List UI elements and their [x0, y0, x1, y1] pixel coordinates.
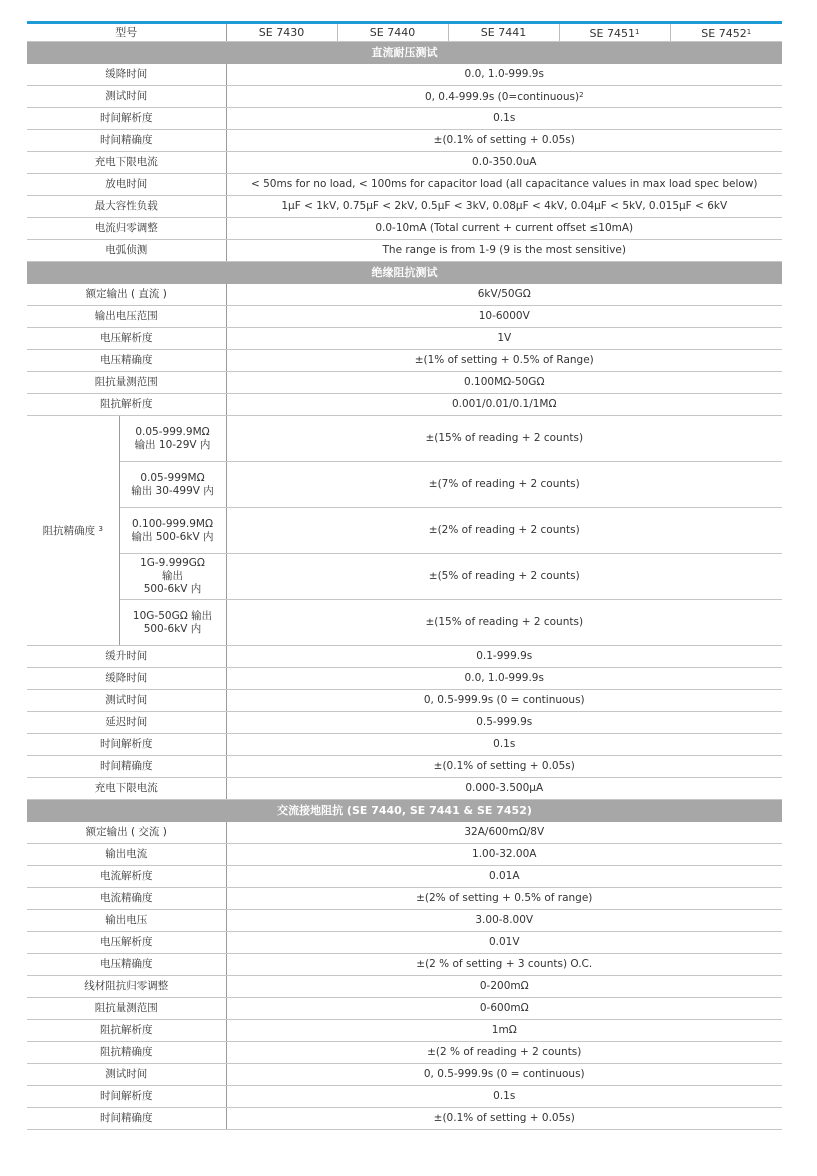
spec-row — [27, 372, 782, 394]
spec-value: 1mΩ — [491, 1024, 517, 1036]
spec-label: 阻抗解析度 — [100, 398, 153, 410]
spec-label: 电压解析度 — [100, 332, 153, 344]
spec-label-cell — [27, 108, 226, 130]
spec-value-cell — [226, 306, 782, 328]
spec-row — [27, 174, 782, 196]
spec-row — [27, 756, 782, 778]
spec-label: 时间解析度 — [100, 1090, 153, 1102]
spec-label: 时间精确度 — [100, 134, 153, 146]
accuracy-range: 10G-50GΩ 输出 500-6kV 内 — [132, 609, 213, 635]
spec-label-cell — [27, 712, 226, 734]
spec-row — [27, 1020, 782, 1042]
accuracy-range: 0.100-999.9MΩ 输出 500-6kV 内 — [131, 517, 214, 543]
spec-value: 32A/600mΩ/8V — [464, 826, 545, 838]
spec-value: ±(1% of setting + 0.5% of Range) — [414, 354, 594, 366]
spec-label-cell — [27, 734, 226, 756]
spec-value-cell — [226, 1042, 782, 1064]
spec-value-cell — [226, 350, 782, 372]
spec-row — [27, 690, 782, 712]
section-header-dc — [27, 42, 782, 64]
spec-label-cell — [27, 756, 226, 778]
spec-value: ±(2% of setting + 0.5% of range) — [416, 892, 593, 904]
spec-footnote: 2 — [579, 91, 584, 99]
spec-row — [27, 306, 782, 328]
spec-row — [27, 844, 782, 866]
spec-value-cell — [226, 1108, 782, 1130]
spec-row — [27, 1064, 782, 1086]
spec-label-cell — [27, 284, 226, 306]
spec-table — [27, 24, 782, 1130]
section-header-gb — [27, 800, 782, 822]
model-label: 型号 — [115, 26, 138, 39]
spec-label-cell — [27, 778, 226, 800]
spec-label: 阻抗解析度 — [100, 1024, 153, 1036]
spec-value: ±(0.1% of setting + 0.05s) — [433, 760, 575, 772]
accuracy-value-cell — [226, 416, 782, 462]
spec-label-cell — [27, 1020, 226, 1042]
spec-value: 0.1-999.9s — [476, 650, 533, 662]
spec-label-cell — [27, 394, 226, 416]
accuracy-row — [27, 508, 782, 554]
spec-label: 充电下限电流 — [94, 156, 158, 168]
model-label-cell — [27, 24, 226, 42]
spec-label: 时间解析度 — [100, 112, 153, 124]
spec-label-cell — [27, 954, 226, 976]
accuracy-label: 阻抗精确度 — [42, 525, 96, 537]
spec-label: 电流精确度 — [100, 892, 153, 904]
accuracy-value: ±(15% of reading + 2 counts) — [425, 616, 584, 628]
spec-row — [27, 350, 782, 372]
spec-value: 0.0-350.0uA — [472, 156, 537, 168]
spec-label-cell — [27, 976, 226, 998]
spec-label: 阻抗精确度 — [100, 1046, 153, 1058]
accuracy-footnote: 3 — [98, 525, 103, 533]
accuracy-row — [27, 416, 782, 462]
spec-row — [27, 152, 782, 174]
spec-value-cell — [226, 130, 782, 152]
model-footnote: 1 — [746, 27, 752, 36]
accuracy-range-cell — [119, 462, 226, 508]
spec-label-cell — [27, 668, 226, 690]
spec-value-cell — [226, 174, 782, 196]
spec-label: 测试时间 — [105, 90, 148, 102]
spec-row — [27, 932, 782, 954]
spec-row — [27, 822, 782, 844]
spec-value: 0.1s — [493, 1090, 516, 1102]
spec-label-cell — [27, 844, 226, 866]
spec-label: 延迟时间 — [105, 716, 148, 728]
spec-label: 缓升时间 — [105, 650, 148, 662]
spec-value: ±(2 % of reading + 2 counts) — [427, 1046, 582, 1058]
spec-row — [27, 888, 782, 910]
spec-row — [27, 778, 782, 800]
spec-label-cell — [27, 328, 226, 350]
spec-row — [27, 1108, 782, 1130]
spec-row — [27, 954, 782, 976]
spec-label: 电弧侦测 — [105, 244, 148, 256]
model-name: SE 7430 — [258, 26, 305, 39]
spec-label: 输出电压 — [105, 914, 148, 926]
spec-label-cell — [27, 86, 226, 108]
accuracy-range-cell — [119, 508, 226, 554]
spec-label-cell — [27, 1042, 226, 1064]
spec-value-cell — [226, 372, 782, 394]
spec-value-cell — [226, 1064, 782, 1086]
spec-value-cell — [226, 196, 782, 218]
spec-row — [27, 998, 782, 1020]
spec-label: 测试时间 — [105, 1068, 148, 1080]
spec-row — [27, 976, 782, 998]
model-name: SE 7451 — [589, 26, 635, 40]
spec-label: 电压精确度 — [100, 958, 153, 970]
model-cell — [559, 24, 670, 42]
spec-row — [27, 1086, 782, 1108]
spec-value: 1.00-32.00A — [472, 848, 537, 860]
spec-value-cell — [226, 284, 782, 306]
accuracy-label-cell — [27, 416, 119, 646]
spec-value-cell — [226, 976, 782, 998]
spec-label-cell — [27, 152, 226, 174]
spec-value: 3.00-8.00V — [475, 914, 534, 926]
spec-label: 输出电压范围 — [94, 310, 158, 322]
spec-row — [27, 130, 782, 152]
section-header-ir — [27, 262, 782, 284]
spec-label: 缓降时间 — [105, 68, 148, 80]
spec-row — [27, 910, 782, 932]
spec-value: 0-200mΩ — [479, 980, 529, 992]
accuracy-row — [27, 462, 782, 508]
accuracy-value-cell — [226, 554, 782, 600]
spec-value: 0.000-3.500μA — [465, 782, 544, 794]
spec-row — [27, 712, 782, 734]
section-title-text: 直流耐压测试 — [371, 46, 438, 59]
spec-row — [27, 394, 782, 416]
model-cell — [670, 24, 782, 42]
spec-label-cell — [27, 218, 226, 240]
spec-value: 1V — [497, 332, 512, 344]
spec-value-cell — [226, 690, 782, 712]
spec-label-cell — [27, 690, 226, 712]
spec-row — [27, 1042, 782, 1064]
model-name: SE 7440 — [369, 26, 416, 39]
spec-label: 测试时间 — [105, 694, 148, 706]
spec-value: 0.0, 1.0-999.9s — [464, 672, 544, 684]
spec-row — [27, 218, 782, 240]
spec-value: ±(0.1% of setting + 0.05s) — [433, 1112, 575, 1124]
section-title-text: 绝缘阻抗测试 — [371, 266, 438, 279]
spec-value: 0.0-10mA (Total current + current offset ≤10mA) — [375, 222, 634, 234]
spec-value: 0-600mΩ — [479, 1002, 529, 1014]
spec-label: 额定输出 ( 直流 ) — [85, 288, 167, 300]
spec-label-cell — [27, 1108, 226, 1130]
spec-value: < 50ms for no load, < 100ms for capacitor load (all capacitance values in max load spec below) — [250, 178, 758, 190]
spec-label-cell — [27, 64, 226, 86]
spec-value-cell — [226, 218, 782, 240]
spec-label: 最大容性负载 — [94, 200, 158, 212]
spec-value-cell — [226, 328, 782, 350]
spec-value-cell — [226, 1020, 782, 1042]
spec-value-cell — [226, 888, 782, 910]
spec-value: 0.1s — [493, 738, 516, 750]
spec-row — [27, 240, 782, 262]
spec-value-cell — [226, 646, 782, 668]
spec-label-cell — [27, 646, 226, 668]
accuracy-range-cell — [119, 416, 226, 462]
spec-row — [27, 108, 782, 130]
spec-label-cell — [27, 822, 226, 844]
spec-row — [27, 646, 782, 668]
spec-value-cell — [226, 108, 782, 130]
spec-label-cell — [27, 1086, 226, 1108]
spec-label: 放电时间 — [105, 178, 148, 190]
spec-value: 0.5-999.9s — [476, 716, 533, 728]
accuracy-value: ±(5% of reading + 2 counts) — [428, 570, 580, 582]
section-title-text: 交流接地阻抗 (SE 7440, SE 7441 & SE 7452) — [277, 804, 532, 817]
spec-label-cell — [27, 196, 226, 218]
spec-label: 电压解析度 — [100, 936, 153, 948]
spec-value-cell — [226, 756, 782, 778]
spec-value-cell — [226, 734, 782, 756]
spec-label-cell — [27, 240, 226, 262]
spec-value-cell — [226, 394, 782, 416]
spec-label-cell — [27, 910, 226, 932]
accuracy-range: 1G-9.999GΩ 输出 500-6kV 内 — [140, 557, 205, 595]
section-title — [27, 262, 782, 284]
spec-value-cell — [226, 954, 782, 976]
model-cell — [226, 24, 337, 42]
spec-value-cell — [226, 998, 782, 1020]
spec-label-cell — [27, 174, 226, 196]
spec-label-cell — [27, 350, 226, 372]
accuracy-range: 0.05-999MΩ 输出 30-499V 内 — [131, 471, 214, 497]
spec-label-cell — [27, 1064, 226, 1086]
model-footnote: 1 — [634, 27, 640, 36]
spec-value: 0.0, 1.0-999.9s — [464, 68, 544, 80]
accuracy-value-cell — [226, 600, 782, 646]
model-header-row — [27, 24, 782, 42]
spec-label: 阻抗量测范围 — [94, 1002, 158, 1014]
spec-value: 0, 0.5-999.9s (0 = continuous) — [423, 1068, 585, 1080]
spec-label-cell — [27, 130, 226, 152]
spec-value: ±(0.1% of setting + 0.05s) — [433, 134, 575, 146]
accuracy-value: ±(2% of reading + 2 counts) — [428, 524, 580, 536]
spec-value-cell — [226, 86, 782, 108]
spec-row — [27, 734, 782, 756]
spec-value: 10-6000V — [478, 310, 530, 322]
spec-label: 电压精确度 — [100, 354, 153, 366]
accuracy-range-cell — [119, 600, 226, 646]
spec-label: 输出电流 — [105, 848, 148, 860]
spec-label-cell — [27, 372, 226, 394]
section-title — [27, 42, 782, 64]
section-title — [27, 800, 782, 822]
spec-label: 缓降时间 — [105, 672, 148, 684]
spec-value-cell — [226, 932, 782, 954]
spec-value-cell — [226, 668, 782, 690]
spec-value-cell — [226, 712, 782, 734]
spec-value: The range is from 1-9 (9 is the most sensitive) — [382, 244, 626, 256]
spec-label: 时间精确度 — [100, 760, 153, 772]
spec-value-cell — [226, 866, 782, 888]
spec-value: 0.01V — [488, 936, 520, 948]
accuracy-value-cell — [226, 508, 782, 554]
spec-value: ±(2 % of setting + 3 counts) O.C. — [416, 958, 593, 970]
spec-value-cell — [226, 778, 782, 800]
model-name: SE 7452 — [701, 26, 747, 40]
spec-label: 线材阻抗归零调整 — [84, 980, 169, 992]
spec-value: 0.100MΩ-50GΩ — [464, 376, 545, 388]
spec-label-cell — [27, 306, 226, 328]
spec-label: 额定输出 ( 交流 ) — [85, 826, 167, 838]
spec-value-cell — [226, 844, 782, 866]
accuracy-range: 0.05-999.9MΩ 输出 10-29V 内 — [134, 425, 211, 451]
spec-label-cell — [27, 888, 226, 910]
spec-label-cell — [27, 932, 226, 954]
spec-value-cell — [226, 240, 782, 262]
accuracy-value: ±(15% of reading + 2 counts) — [425, 432, 584, 444]
spec-value: 0.01A — [488, 870, 520, 882]
accuracy-row — [27, 554, 782, 600]
spec-value-cell — [226, 64, 782, 86]
spec-label: 时间解析度 — [100, 738, 153, 750]
spec-row — [27, 86, 782, 108]
spec-label: 时间精确度 — [100, 1112, 153, 1124]
spec-value: 6kV/50GΩ — [477, 288, 531, 300]
accuracy-value-cell — [226, 462, 782, 508]
spec-value-cell — [226, 910, 782, 932]
spec-row — [27, 284, 782, 306]
model-name: SE 7441 — [480, 26, 527, 39]
spec-row — [27, 668, 782, 690]
spec-label-cell — [27, 998, 226, 1020]
spec-label: 电流归零调整 — [94, 222, 158, 234]
spec-value: 0, 0.4-999.9s (0=continuous) — [424, 91, 580, 103]
accuracy-range-cell — [119, 554, 226, 600]
spec-value: 0.1s — [493, 112, 516, 124]
spec-value-cell — [226, 822, 782, 844]
spec-value: 0, 0.5-999.9s (0 = continuous) — [423, 694, 585, 706]
spec-value: 1μF < 1kV, 0.75μF < 2kV, 0.5μF < 3kV, 0.08μF < 4kV, 0.04μF < 5kV, 0.015μF < 6kV — [281, 200, 728, 212]
spec-value-cell — [226, 1086, 782, 1108]
spec-value: 0.001/0.01/0.1/1MΩ — [451, 398, 557, 410]
model-cell — [337, 24, 448, 42]
accuracy-value: ±(7% of reading + 2 counts) — [428, 478, 580, 490]
spec-label: 电流解析度 — [100, 870, 153, 882]
spec-row — [27, 196, 782, 218]
model-cell — [448, 24, 559, 42]
spec-value-cell — [226, 152, 782, 174]
spec-row — [27, 866, 782, 888]
spec-label: 阻抗量测范围 — [94, 376, 158, 388]
spec-label-cell — [27, 866, 226, 888]
accuracy-row — [27, 600, 782, 646]
spec-label: 充电下限电流 — [94, 782, 158, 794]
spec-row — [27, 328, 782, 350]
spec-row — [27, 64, 782, 86]
